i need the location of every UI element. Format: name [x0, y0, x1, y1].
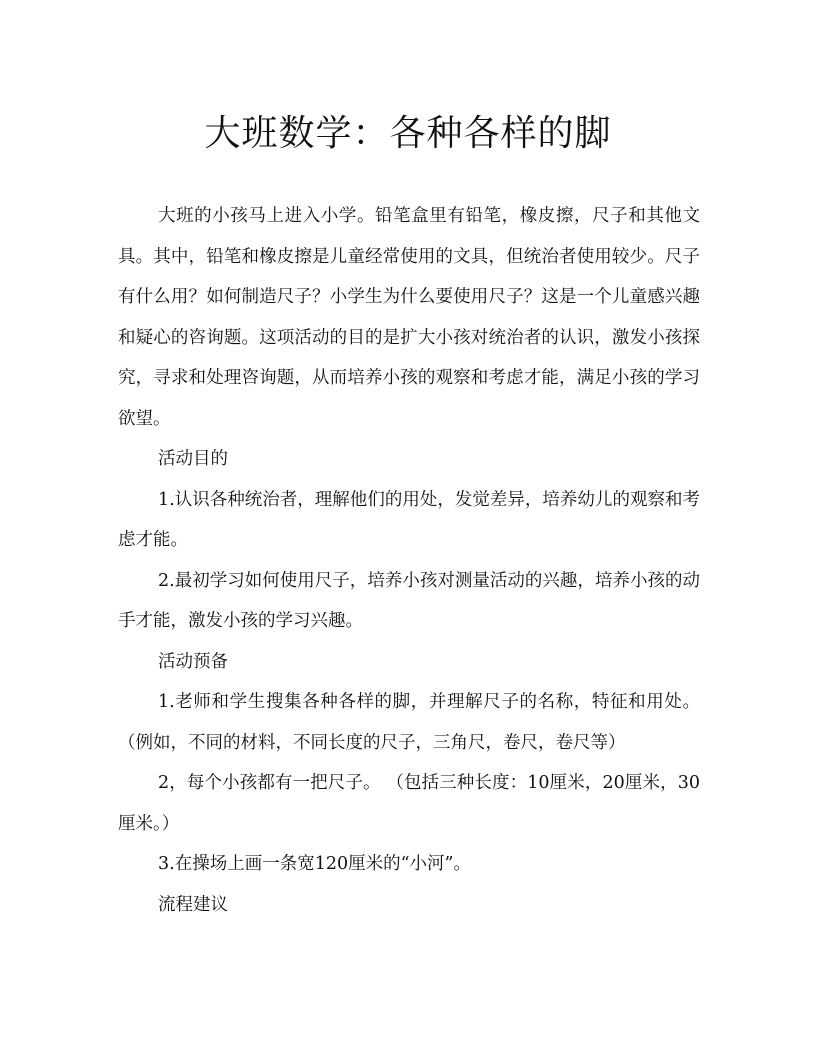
preparation-item-3: 3.在操场上画一条宽120厘米的“小河”。	[158, 854, 471, 874]
objective-item-2: 2.最初学习如何使用尺子，培养小孩对测量活动的兴趣，培养小孩的动手才能，激发小孩的学习兴趣。	[118, 570, 700, 631]
section-heading-process: 流程建议	[158, 894, 228, 915]
intro-paragraph: 大班的小孩马上进入小学。铅笔盒里有铅笔，橡皮擦，尺子和其他文具。其中，铅笔和橡皮擦是儿童经常使用的文具，但统治者使用较少。尺子有什么用？如何制造尺子？小学生为什么要使用尺子？这是一个儿童感兴趣和疑心的咨询题。这项活动的目的是扩大小孩对统治者的认识，激发小孩探究，寻求和处理咨询题，从而培养小孩的观察和考虑才能，满足小孩的学习欲望。	[118, 206, 700, 429]
section-heading-objectives: 活动目的	[158, 449, 228, 469]
document-body	[118, 196, 700, 925]
document-title: 大班数学：各种各样的脚	[204, 113, 612, 154]
objective-item-1: 1.认识各种统治者，理解他们的用处，发觉差异，培养幼儿的观察和考虑才能。	[118, 489, 700, 550]
preparation-item-2: 2，每个小孩都有一把尺子。 （包括三种长度：10厘米，20厘米，30厘米。）	[118, 773, 700, 834]
section-heading-preparation: 活动预备	[158, 651, 228, 672]
preparation-item-1: 1.老师和学生搜集各种各样的脚，并理解尺子的名称，特征和用处。（例如，不同的材料，不同长度的尺子，三角尺，卷尺，卷尺等）	[118, 692, 700, 753]
